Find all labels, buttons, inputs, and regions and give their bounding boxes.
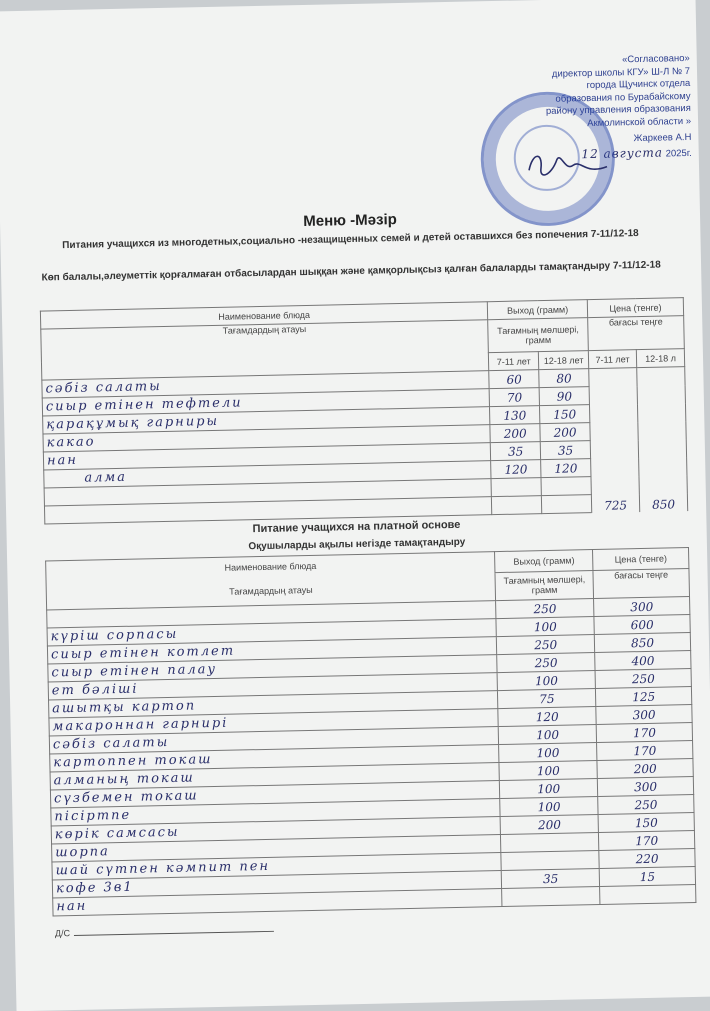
col-name-ru: Наименование блюда [40, 302, 488, 329]
dish-yield: 100 [499, 743, 597, 763]
dish-name: сүзбемен токаш [50, 781, 500, 808]
dish-yield: 200 [540, 423, 590, 442]
dish-yield [502, 886, 600, 906]
dish-name: макароннан гарнирі [49, 709, 499, 736]
menu-table-paid [45, 547, 696, 916]
dish-price: 300 [597, 776, 693, 796]
approval-date-handwritten: 12 августа [581, 144, 664, 161]
dish-name: нан [43, 443, 491, 470]
col-price-ru: Цена (тенге) [593, 548, 689, 571]
dish-name: сәбіз салаты [42, 371, 490, 398]
dish-price [600, 884, 696, 904]
col-name-kz: Тағамдардың атауы [41, 320, 489, 380]
age-col: 12-18 л [636, 349, 684, 368]
dish-yield: 200 [490, 424, 540, 443]
subtitle-kz: Көп балалы,әлеуметтік қорғалмаған отбасылардан шыққан және қамқорлықсыз қалған балаларды тамақтандыру 7-11/12-18 [41, 259, 661, 284]
dish-yield: 100 [496, 617, 594, 637]
dish-yield: 250 [497, 653, 595, 673]
dish-price: 300 [594, 597, 690, 617]
dish-name: пісіртпе [51, 799, 501, 826]
dish-price: 850 [594, 633, 690, 653]
dish-yield: 35 [540, 441, 590, 460]
dish-name: картоппен токаш [50, 745, 500, 772]
dish-price: 170 [597, 741, 693, 761]
section2-title: Питание учащихся на платной основе [252, 518, 461, 536]
price-12-18: 850 [637, 367, 688, 512]
dish-yield: 70 [489, 388, 539, 407]
dish-yield: 250 [497, 635, 595, 655]
dish-yield: 100 [500, 779, 598, 799]
dish-yield: 75 [498, 689, 596, 709]
dish-name: сиыр етінен палау [48, 655, 498, 682]
col-name-kz: Тағамдардың атауы [46, 572, 496, 610]
dish-yield: 35 [490, 442, 540, 461]
dish-price: 250 [598, 794, 694, 814]
dish-name: ет бәліші [48, 673, 498, 700]
approval-line: Жаркеев А.Н [633, 131, 692, 145]
dish-name: сәбіз салаты [49, 727, 499, 754]
page-title: Меню -Мәзір [303, 211, 397, 231]
dish-price: 220 [599, 848, 695, 868]
dish-name: сиыр етінен котлет [47, 637, 497, 664]
dish-yield: 250 [496, 599, 594, 619]
dish-price: 15 [599, 866, 695, 886]
col-price-kz: бағасы теңге [588, 316, 685, 351]
dish-name: ашытқы картоп [49, 691, 499, 718]
col-yield-kz: Тағамның мөлшері, грамм [488, 318, 589, 353]
ds-signature-line [55, 924, 274, 939]
dish-price: 170 [596, 723, 692, 743]
dish-yield: 35 [502, 868, 600, 888]
approval-line: Акмолинской области » [587, 115, 692, 129]
col-yield-ru: Выход (грамм) [488, 300, 588, 320]
dish-price: 400 [595, 651, 691, 671]
dish-yield: 100 [499, 725, 597, 745]
approval-line: району управления образования [545, 102, 691, 117]
approval-year: 2025г. [665, 147, 692, 159]
dish-yield: 150 [540, 405, 590, 424]
dish-yield: 100 [499, 761, 597, 781]
dish-price: 200 [597, 759, 693, 779]
dish-price: 170 [599, 830, 695, 850]
col-price-kz: бағасы теңге [593, 568, 689, 599]
dish-name: какао [43, 425, 491, 452]
approval-line: «Согласовано» [621, 52, 690, 66]
dish-name: шорпа [52, 835, 502, 862]
col-name-ru: Наименование блюда [46, 552, 496, 582]
dish-price: 125 [596, 687, 692, 707]
dish-name: кофе 3в1 [52, 871, 502, 898]
dish-name: күріш сорпасы [47, 619, 497, 646]
age-col: 12-18 лет [539, 351, 589, 370]
dish-yield [501, 850, 599, 870]
dish-name: нан [53, 889, 503, 916]
dish-name: алманың токаш [50, 763, 500, 790]
dish-yield: 120 [541, 459, 591, 478]
approval-line: образования по Бурабайскому [555, 90, 691, 105]
dish-price: 300 [596, 705, 692, 725]
subtitle-ru: Питания учащихся из многодетных,социально -незащищенных семей и детей оставшихся без попечения 7-11/12-18 [62, 228, 639, 252]
section2-subtitle: Оқушыларды ақылы негізде тамақтандыру [248, 536, 466, 553]
dish-yield: 60 [489, 370, 539, 389]
dish-yield [501, 832, 599, 852]
dish-yield: 80 [539, 369, 589, 388]
dish-name: сиыр етінен тефтели [42, 389, 490, 416]
dish-yield: 130 [490, 406, 540, 425]
dish-yield: 100 [500, 796, 598, 816]
col-yield-kz: Тағамның мөлшері, грамм [495, 570, 593, 601]
price-7-11: 725 [589, 368, 640, 513]
signature [511, 144, 652, 187]
menu-table-free [40, 297, 688, 524]
dish-yield: 90 [539, 387, 589, 406]
col-yield-ru: Выход (грамм) [495, 550, 593, 573]
dish-yield: 120 [491, 460, 541, 479]
age-col: 7-11 лет [489, 352, 539, 371]
dish-yield: 120 [498, 707, 596, 727]
col-price-ru: Цена (тенге) [587, 298, 683, 318]
approval-line: директор школы КГУ» Ш-Л № 7 [551, 65, 691, 80]
dish-price: 600 [594, 615, 690, 635]
approval-line: города Щучинск отдела [586, 77, 691, 92]
dish-name: шай сүтпен кәмпит пен [52, 853, 502, 880]
dish-price: 250 [595, 669, 691, 689]
age-col: 7-11 лет [588, 350, 636, 369]
dish-name: алма [44, 461, 492, 488]
dish-yield: 100 [497, 671, 595, 691]
dish-price: 150 [598, 812, 694, 832]
dish-name: қарақұмық гарниры [43, 407, 491, 434]
dish-yield: 200 [500, 814, 598, 834]
dish-name: көрік самсасы [51, 817, 501, 844]
ds-label: Д/С [54, 928, 71, 939]
ds-underline [74, 931, 274, 936]
